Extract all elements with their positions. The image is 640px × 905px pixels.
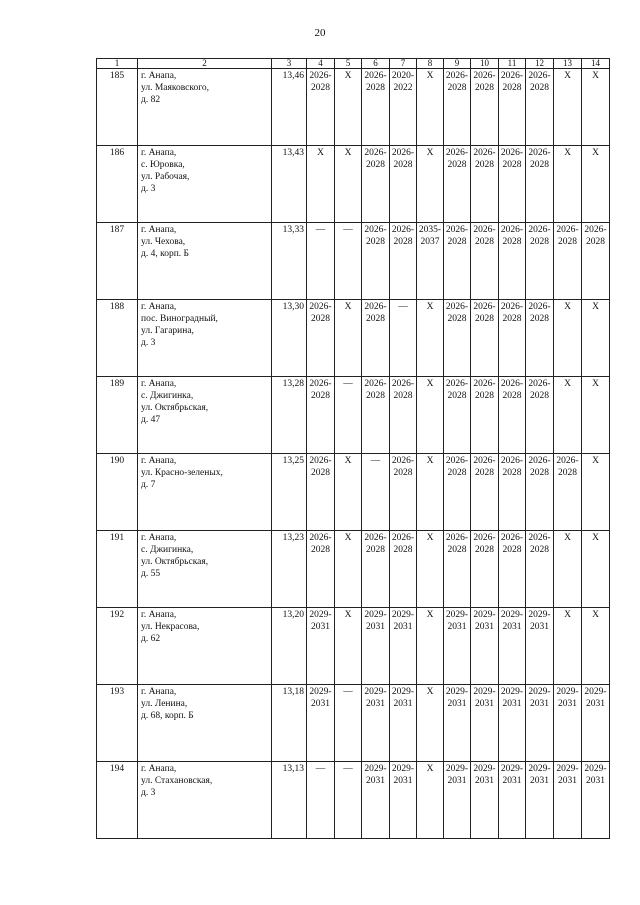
value-cell: 13,28 <box>272 377 307 454</box>
period-cell: 2026- 2028 <box>307 377 335 454</box>
table-row <box>97 454 610 531</box>
period-cell: 2026- 2028 <box>526 454 554 531</box>
period-cell: 2026- 2028 <box>444 69 471 146</box>
period-cell: 2026- 2028 <box>499 454 526 531</box>
period-cell: 2026- 2028 <box>471 300 499 377</box>
period-cell: 2026- 2028 <box>499 377 526 454</box>
period-cell: Х <box>417 531 444 608</box>
column-header: 9 <box>444 59 471 69</box>
period-cell: Х <box>417 377 444 454</box>
column-header: 5 <box>335 59 362 69</box>
address-cell: г. Анапа, с. Джигинка, ул. Октябрьская, д. 55 <box>138 531 272 608</box>
address-cell: г. Анапа, ул. Красно-зеленых, д. 7 <box>138 454 272 531</box>
period-cell: 2026- 2028 <box>362 223 390 300</box>
period-cell: 2029- 2031 <box>499 608 526 685</box>
period-cell: Х <box>335 300 362 377</box>
table-row <box>97 531 610 608</box>
period-cell: 2026- 2028 <box>307 300 335 377</box>
period-cell: 2026- 2028 <box>307 69 335 146</box>
period-cell: 2029- 2031 <box>362 608 390 685</box>
period-cell: Х <box>417 454 444 531</box>
period-cell: 2029- 2031 <box>444 608 471 685</box>
period-cell: 2026- 2028 <box>307 454 335 531</box>
period-cell: 2026- 2028 <box>499 223 526 300</box>
row-number: 191 <box>97 531 138 608</box>
period-cell: Х <box>335 608 362 685</box>
period-cell: 2029- 2031 <box>526 762 554 839</box>
period-cell: 2029- 2031 <box>582 762 610 839</box>
period-cell: 2026- 2028 <box>444 454 471 531</box>
period-cell: 2029- 2031 <box>582 685 610 762</box>
period-cell: 2026- 2028 <box>471 454 499 531</box>
period-cell: 2035- 2037 <box>417 223 444 300</box>
value-cell: 13,18 <box>272 685 307 762</box>
period-cell: 2026- 2028 <box>526 223 554 300</box>
period-cell: Х <box>335 531 362 608</box>
table-body <box>97 69 610 839</box>
period-cell: — <box>390 300 417 377</box>
period-cell: 2026- 2028 <box>499 300 526 377</box>
period-cell: — <box>335 223 362 300</box>
period-cell: 2026- 2028 <box>499 146 526 223</box>
period-cell: Х <box>554 146 582 223</box>
period-cell: 2029- 2031 <box>499 685 526 762</box>
period-cell: 2026- 2028 <box>526 146 554 223</box>
period-cell: Х <box>335 146 362 223</box>
row-number: 192 <box>97 608 138 685</box>
address-cell: г. Анапа, ул. Некрасова, д. 62 <box>138 608 272 685</box>
schedule-table <box>96 58 610 839</box>
period-cell: 2026- 2028 <box>390 531 417 608</box>
period-cell: 2026- 2028 <box>390 223 417 300</box>
address-cell: г. Анапа, с. Джигинка, ул. Октябрьская, д. 47 <box>138 377 272 454</box>
period-cell: 2029- 2031 <box>554 685 582 762</box>
row-number: 193 <box>97 685 138 762</box>
table-row <box>97 377 610 454</box>
column-header: 8 <box>417 59 444 69</box>
period-cell: 2026- 2028 <box>554 223 582 300</box>
period-cell: 2026- 2028 <box>526 531 554 608</box>
period-cell: Х <box>582 531 610 608</box>
period-cell: Х <box>335 454 362 531</box>
period-cell: 2029- 2031 <box>307 608 335 685</box>
value-cell: 13,30 <box>272 300 307 377</box>
period-cell: Х <box>335 69 362 146</box>
value-cell: 13,43 <box>272 146 307 223</box>
period-cell: 2026- 2028 <box>554 454 582 531</box>
period-cell: 2026- 2028 <box>362 377 390 454</box>
column-header: 10 <box>471 59 499 69</box>
column-header: 12 <box>526 59 554 69</box>
period-cell: Х <box>417 608 444 685</box>
period-cell: Х <box>554 377 582 454</box>
period-cell: 2029- 2031 <box>307 685 335 762</box>
table-row <box>97 223 610 300</box>
period-cell: 2026- 2028 <box>444 300 471 377</box>
column-header: 6 <box>362 59 390 69</box>
period-cell: — <box>335 377 362 454</box>
period-cell: — <box>335 762 362 839</box>
period-cell: 2029- 2031 <box>471 608 499 685</box>
period-cell: 2029- 2031 <box>390 762 417 839</box>
row-number: 188 <box>97 300 138 377</box>
value-cell: 13,23 <box>272 531 307 608</box>
period-cell: 2029- 2031 <box>362 762 390 839</box>
address-cell: г. Анапа, ул. Маяковского, д. 82 <box>138 69 272 146</box>
period-cell: — <box>307 762 335 839</box>
period-cell: 2020- 2022 <box>390 69 417 146</box>
address-cell: г. Анапа, ул. Чехова, д. 4, корп. Б <box>138 223 272 300</box>
period-cell: 2026- 2028 <box>471 223 499 300</box>
period-cell: 2029- 2031 <box>444 685 471 762</box>
period-cell: 2029- 2031 <box>471 762 499 839</box>
address-cell: г. Анапа, ул. Ленина, д. 68, корп. Б <box>138 685 272 762</box>
period-cell: 2029- 2031 <box>526 608 554 685</box>
period-cell: Х <box>307 146 335 223</box>
table-row <box>97 685 610 762</box>
page-number: 20 <box>314 27 326 39</box>
period-cell: 2029- 2031 <box>444 762 471 839</box>
column-header: 11 <box>499 59 526 69</box>
value-cell: 13,25 <box>272 454 307 531</box>
period-cell: 2029- 2031 <box>390 685 417 762</box>
period-cell: 2029- 2031 <box>471 685 499 762</box>
row-number: 189 <box>97 377 138 454</box>
period-cell: 2026- 2028 <box>582 223 610 300</box>
period-cell: 2029- 2031 <box>526 685 554 762</box>
period-cell: Х <box>582 454 610 531</box>
period-cell: Х <box>582 146 610 223</box>
period-cell: Х <box>417 685 444 762</box>
row-number: 186 <box>97 146 138 223</box>
period-cell: 2026- 2028 <box>307 531 335 608</box>
period-cell: 2029- 2031 <box>390 608 417 685</box>
period-cell: 2029- 2031 <box>499 762 526 839</box>
period-cell: Х <box>554 531 582 608</box>
period-cell: 2026- 2028 <box>471 377 499 454</box>
period-cell: 2026- 2028 <box>526 69 554 146</box>
period-cell: 2026- 2028 <box>526 300 554 377</box>
period-cell: Х <box>582 300 610 377</box>
column-header: 4 <box>307 59 335 69</box>
period-cell: 2026- 2028 <box>390 377 417 454</box>
period-cell: 2026- 2028 <box>444 146 471 223</box>
period-cell: Х <box>582 377 610 454</box>
period-cell: 2026- 2028 <box>444 223 471 300</box>
period-cell: Х <box>554 69 582 146</box>
period-cell: 2026- 2028 <box>362 146 390 223</box>
period-cell: 2026- 2028 <box>499 531 526 608</box>
row-number: 185 <box>97 69 138 146</box>
period-cell: 2026- 2028 <box>526 377 554 454</box>
column-header: 2 <box>138 59 272 69</box>
column-header: 13 <box>554 59 582 69</box>
period-cell: 2026- 2028 <box>444 531 471 608</box>
value-cell: 13,33 <box>272 223 307 300</box>
period-cell: 2026- 2028 <box>471 146 499 223</box>
table-row <box>97 69 610 146</box>
period-cell: Х <box>582 608 610 685</box>
row-number: 194 <box>97 762 138 839</box>
period-cell: 2026- 2028 <box>471 531 499 608</box>
period-cell: 2026- 2028 <box>362 300 390 377</box>
period-cell: 2026- 2028 <box>499 69 526 146</box>
period-cell: 2026- 2028 <box>390 146 417 223</box>
period-cell: — <box>335 685 362 762</box>
column-header: 14 <box>582 59 610 69</box>
period-cell: Х <box>417 69 444 146</box>
address-cell: г. Анапа, с. Юровка, ул. Рабочая, д. 3 <box>138 146 272 223</box>
period-cell: 2026- 2028 <box>444 377 471 454</box>
table-row <box>97 300 610 377</box>
value-cell: 13,13 <box>272 762 307 839</box>
period-cell: Х <box>582 69 610 146</box>
value-cell: 13,46 <box>272 69 307 146</box>
row-number: 190 <box>97 454 138 531</box>
period-cell: 2026- 2028 <box>390 454 417 531</box>
period-cell: 2026- 2028 <box>362 531 390 608</box>
table-row <box>97 608 610 685</box>
table-row <box>97 762 610 839</box>
table-row <box>97 146 610 223</box>
period-cell: Х <box>417 300 444 377</box>
address-cell: г. Анапа, ул. Стахановская, д. 3 <box>138 762 272 839</box>
address-cell: г. Анапа, пос. Виноградный, ул. Гагарина, д. 3 <box>138 300 272 377</box>
period-cell: 2026- 2028 <box>362 69 390 146</box>
period-cell: 2029- 2031 <box>362 685 390 762</box>
period-cell: Х <box>417 762 444 839</box>
period-cell: 2029- 2031 <box>554 762 582 839</box>
column-header: 7 <box>390 59 417 69</box>
period-cell: 2026- 2028 <box>471 69 499 146</box>
value-cell: 13,20 <box>272 608 307 685</box>
period-cell: Х <box>554 300 582 377</box>
column-header: 3 <box>272 59 307 69</box>
period-cell: — <box>362 454 390 531</box>
column-header: 1 <box>97 59 138 69</box>
period-cell: — <box>307 223 335 300</box>
header-row <box>97 59 610 69</box>
row-number: 187 <box>97 223 138 300</box>
period-cell: Х <box>417 146 444 223</box>
period-cell: Х <box>554 608 582 685</box>
